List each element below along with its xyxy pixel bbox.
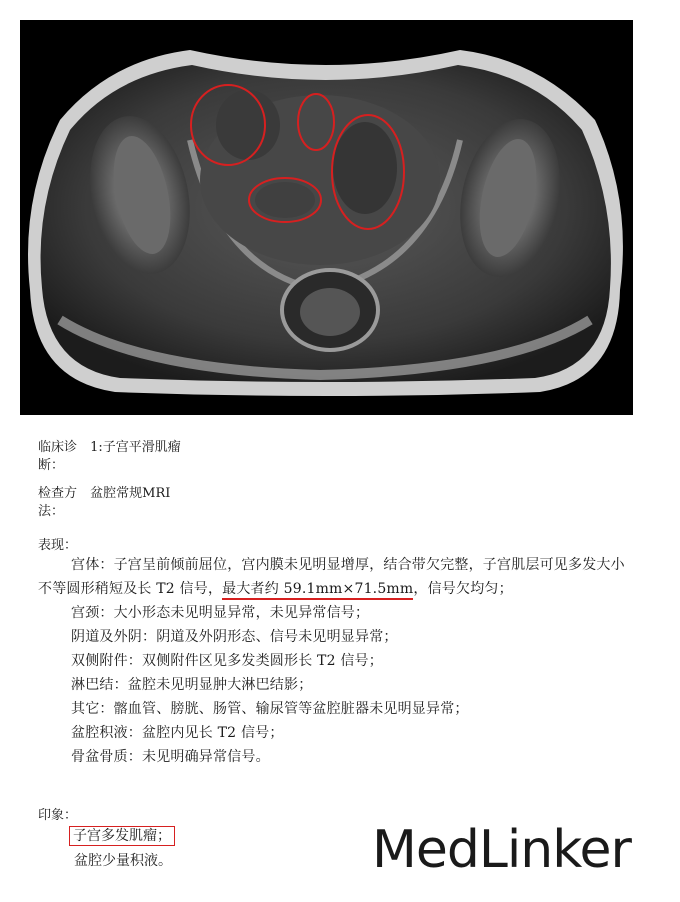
exam-method-row — [38, 485, 170, 521]
medlinker-watermark: MedLinker — [372, 820, 631, 880]
finding-lymph: 淋巴结：盆腔未见明显肿大淋巴结影； — [71, 677, 313, 693]
finding-adnexa: 双侧附件：双侧附件区见多发类圆形长 T2 信号； — [71, 653, 383, 669]
clinical-diagnosis-label: 临床诊断： — [38, 440, 78, 473]
exam-method-value: 盆腔常规MRI — [90, 486, 171, 501]
finding-effusion: 盆腔积液：盆腔内见长 T2 信号； — [71, 725, 284, 741]
finding-other: 其它：髂血管、膀胱、肠管、输尿管等盆腔脏器未见明显异常； — [71, 701, 469, 717]
clinical-diagnosis-value: 1:子宫平滑肌瘤 — [90, 440, 181, 455]
impression-item-1-text: 子宫多发肌瘤； — [69, 826, 175, 846]
finding-uterus-body — [38, 553, 638, 601]
finding-cervix: 宫颈：大小形态未见明显异常，未见异常信号； — [71, 605, 370, 621]
impression-item-1 — [74, 826, 175, 846]
exam-method-label: 检查方法： — [38, 486, 78, 519]
uterus-body-text-a: 宫体：子宫呈前倾前屈位，宫内膜未见明显增厚，结合带欠完整，子宫肌层可见多发大小不等圆形稍短及长 T2 信号， — [38, 557, 625, 597]
finding-vagina: 阴道及外阴：阴道及外阴形态、信号未见明显异常； — [71, 629, 398, 645]
findings-heading: 表现： — [38, 538, 78, 553]
mri-image — [20, 20, 633, 415]
uterus-largest-size: 最大者约 59.1mm×71.5mm — [222, 581, 413, 600]
impression-item-2: 盆腔少量积液。 — [74, 853, 172, 869]
clinical-diagnosis-row — [38, 439, 181, 475]
finding-bone: 骨盆骨质：未见明确异常信号。 — [71, 749, 270, 765]
mri-pelvis-scan-icon — [20, 20, 633, 415]
uterus-body-text-b: ，信号欠均匀； — [413, 581, 513, 597]
impression-heading: 印象： — [38, 808, 78, 823]
